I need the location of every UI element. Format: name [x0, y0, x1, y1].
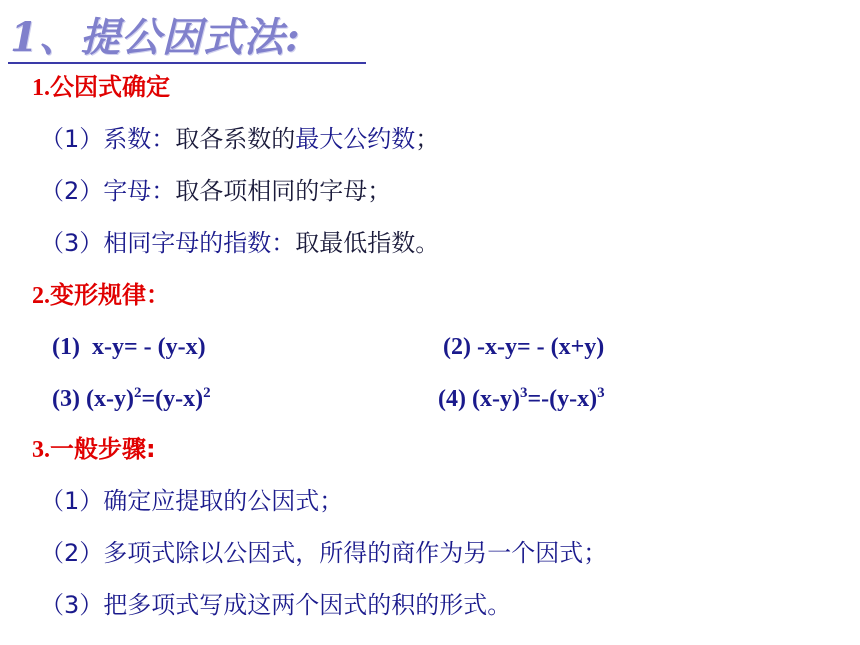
- section-3-item-1: （1）确定应提取的公因式；: [40, 487, 344, 515]
- section-1-item-1: [40, 124, 439, 154]
- formula-1-label: (1): [52, 334, 80, 360]
- section-3-title: 一般步骤:: [50, 435, 156, 463]
- item-2-text: 取各项相同的字母；: [175, 177, 392, 205]
- title-underline: [8, 62, 366, 64]
- section-2-heading: [32, 280, 170, 311]
- section-3-number: 3.: [32, 437, 50, 463]
- section-2-number: 2.: [32, 283, 50, 309]
- formula-3-lhs: (x-y): [85, 386, 134, 412]
- item-3-prefix: （3）相同字母的指数：: [40, 229, 296, 257]
- formula-4-lhs-exponent: 3: [519, 385, 528, 401]
- formula-4-rhs-exponent: 3: [597, 385, 605, 401]
- formula-1: [52, 332, 206, 362]
- formula-4: [438, 384, 605, 414]
- section-1-title: 公因式确定: [50, 73, 170, 101]
- formula-4-label: (4): [438, 386, 466, 412]
- section-3-item-2: （2）多项式除以公因式，所得的商作为另一个因式；: [40, 539, 608, 567]
- formula-3: [52, 384, 211, 414]
- formula-2-label: (2): [443, 334, 471, 360]
- formula-3-rhs-exponent: 2: [203, 385, 211, 401]
- section-3-item-3: （3）把多项式写成这两个因式的积的形式。: [40, 591, 512, 619]
- formula-2-expr: -x-y= - (x+y): [476, 334, 605, 360]
- item-2-prefix: （2）字母：: [40, 177, 176, 205]
- section-3-heading: [32, 434, 156, 465]
- section-2-title: 变形规律：: [50, 281, 170, 309]
- item-3-text: 取最低指数。: [295, 229, 440, 257]
- item-1-highlight: 最大公约数: [295, 125, 416, 153]
- slide-title: 1、提公因式法:: [10, 14, 301, 61]
- formula-3-mid: =(y-x): [141, 386, 204, 412]
- formula-1-expr: x-y= - (y-x): [91, 334, 206, 360]
- section-1-heading: [32, 72, 170, 103]
- formula-2: [443, 332, 604, 362]
- item-1-text: 取各系数的: [175, 125, 296, 153]
- formula-4-lhs: (x-y): [471, 386, 520, 412]
- section-1-item-3: [40, 228, 439, 258]
- section-1-number: 1.: [32, 75, 50, 101]
- formula-4-mid: =-(y-x): [527, 386, 598, 412]
- item-1-prefix: （1）系数：: [40, 125, 176, 153]
- section-1-item-2: [40, 176, 391, 206]
- formula-3-lhs-exponent: 2: [133, 385, 142, 401]
- formula-3-label: (3): [52, 386, 80, 412]
- item-1-suffix: ；: [415, 125, 440, 153]
